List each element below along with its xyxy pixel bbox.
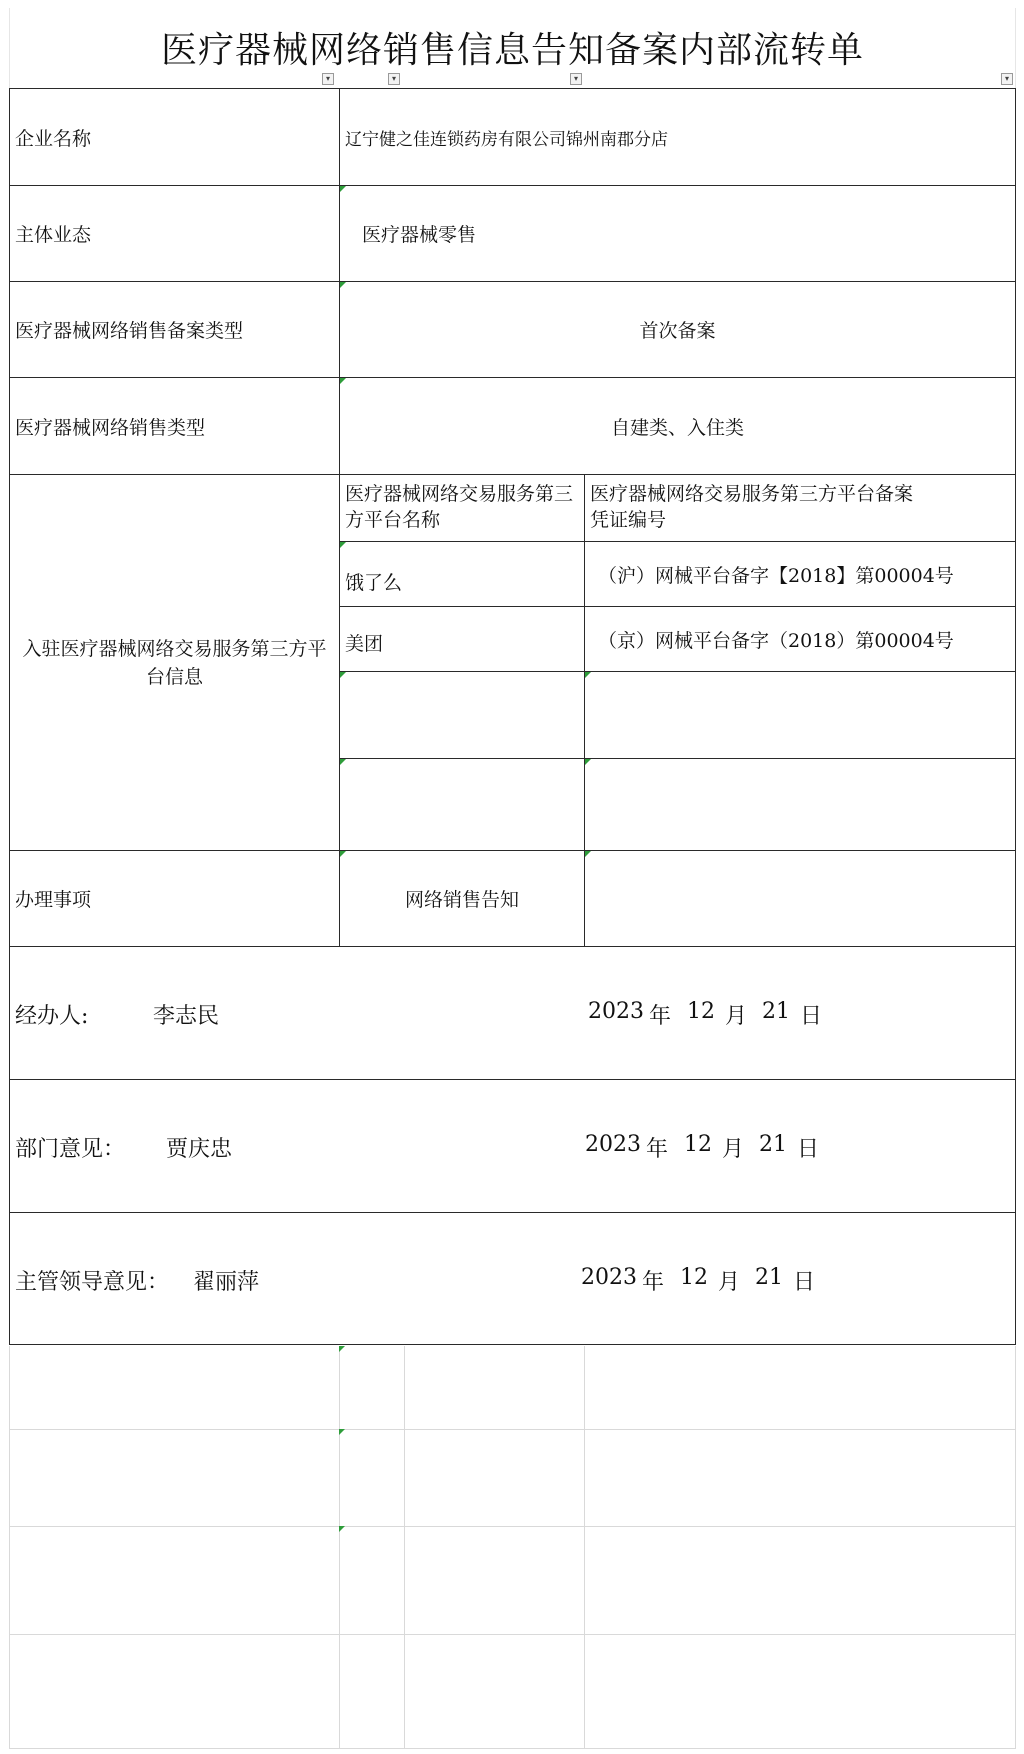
matter-empty-cell[interactable] xyxy=(584,850,1016,947)
company-name-label-cell[interactable] xyxy=(9,88,340,186)
filing-type-label-cell[interactable] xyxy=(9,281,340,378)
platform-name-header-text: 医疗器械网络交易服务第三方平台名称 xyxy=(345,483,574,531)
gridline xyxy=(1015,1346,1016,1749)
department-date-year: 2023 xyxy=(585,1132,641,1157)
table-row-platform-cert[interactable] xyxy=(584,541,1016,607)
table-row-platform-name[interactable] xyxy=(339,758,585,851)
table-row-platform-cert[interactable] xyxy=(584,758,1016,851)
platform-cert: （沪）网械平台备字【2018】第00004号 xyxy=(598,564,954,587)
comment-marker-icon xyxy=(339,1429,340,1430)
leader-opinion-name: 翟丽萍 xyxy=(193,1270,260,1295)
gridline xyxy=(9,1748,1016,1749)
department-date-year-unit: 年 xyxy=(646,1137,669,1162)
filter-dropdown-icon[interactable]: ▾ xyxy=(388,73,400,85)
platform-cert: （京）网械平台备字（2018）第00004号 xyxy=(598,629,954,652)
comment-marker-icon xyxy=(339,1346,340,1347)
business-type-value-cell[interactable] xyxy=(339,185,1016,282)
sales-type-label: 医疗器械网络销售类型 xyxy=(15,416,206,439)
matter-label: 办理事项 xyxy=(15,889,92,911)
platform-name: 饿了么 xyxy=(345,571,403,594)
table-row-platform-cert[interactable] xyxy=(584,606,1016,672)
business-type-label: 主体业态 xyxy=(15,224,92,246)
gridline xyxy=(1015,8,1016,88)
comment-marker-icon xyxy=(339,1526,340,1527)
company-name-value: 辽宁健之佳连锁药房有限公司锦州南郡分店 xyxy=(345,129,668,150)
gridline xyxy=(339,1346,340,1749)
sales-type-value: 自建类、入住类 xyxy=(610,416,744,439)
matter-value-cell[interactable] xyxy=(339,850,585,947)
filter-dropdown-icon[interactable]: ▾ xyxy=(1001,73,1013,85)
filter-dropdown-icon[interactable]: ▾ xyxy=(322,73,334,85)
leader-opinion-row[interactable] xyxy=(9,1212,1016,1345)
leader-date-day-unit: 日 xyxy=(793,1270,816,1295)
platform-name-header[interactable] xyxy=(339,474,585,542)
platform-name: 美团 xyxy=(345,633,384,655)
gridline xyxy=(404,1346,405,1749)
leader-opinion-label: 主管领导意见： xyxy=(15,1270,170,1295)
handler-date-month: 12 xyxy=(687,999,715,1024)
gridline xyxy=(9,1346,10,1749)
sales-type-label-cell[interactable] xyxy=(9,377,340,475)
leader-date-month: 12 xyxy=(680,1265,708,1290)
gridline xyxy=(9,8,10,88)
leader-date-month-unit: 月 xyxy=(718,1270,741,1295)
department-date-month: 12 xyxy=(684,1132,712,1157)
table-row-platform-cert[interactable] xyxy=(584,671,1016,759)
filing-type-label: 医疗器械网络销售备案类型 xyxy=(15,320,244,342)
leader-date-day: 21 xyxy=(755,1265,783,1290)
filing-type-value-cell[interactable] xyxy=(339,281,1016,378)
department-date-day: 21 xyxy=(759,1132,787,1157)
platform-cert-header[interactable] xyxy=(584,474,1016,542)
platform-info-label: 入驻医疗器械网络交易服务第三方平台信息 xyxy=(22,637,327,688)
gridline xyxy=(584,1346,585,1749)
department-opinion-row[interactable] xyxy=(9,1079,1016,1213)
department-opinion-name: 贾庆忠 xyxy=(166,1137,233,1162)
handler-date-year: 2023 xyxy=(588,999,644,1024)
handler-name: 李志民 xyxy=(153,1004,220,1029)
handler-date-month-unit: 月 xyxy=(725,1004,748,1029)
table-row-platform-name[interactable] xyxy=(339,671,585,759)
filing-type-value: 首次备案 xyxy=(639,320,716,342)
business-type-label-cell[interactable] xyxy=(9,185,340,282)
gridline xyxy=(9,1526,1016,1527)
company-name-value-cell[interactable] xyxy=(339,88,1016,186)
leader-date-year: 2023 xyxy=(581,1265,637,1290)
department-date-month-unit: 月 xyxy=(722,1137,745,1162)
gridline xyxy=(9,1429,1016,1430)
sales-type-value-cell[interactable] xyxy=(339,377,1016,475)
handler-signature-row[interactable] xyxy=(9,946,1016,1080)
business-type-value: 医疗器械零售 xyxy=(362,224,477,246)
department-date-day-unit: 日 xyxy=(797,1137,820,1162)
matter-label-cell[interactable] xyxy=(9,850,340,947)
handler-date-day-unit: 日 xyxy=(800,1004,823,1029)
leader-date-year-unit: 年 xyxy=(642,1270,665,1295)
page-title: 医疗器械网络销售信息告知备案内部流转单 xyxy=(160,30,864,71)
filter-dropdown-icon[interactable]: ▾ xyxy=(570,73,582,85)
matter-value: 网络销售告知 xyxy=(404,889,519,911)
department-opinion-label: 部门意见： xyxy=(15,1137,126,1162)
handler-date-day: 21 xyxy=(762,999,790,1024)
platform-info-label-cell[interactable] xyxy=(9,474,340,851)
gridline xyxy=(9,1634,1016,1635)
table-row-platform-name[interactable] xyxy=(339,606,585,672)
company-name-label: 企业名称 xyxy=(15,127,92,150)
handler-label: 经办人: xyxy=(15,1004,89,1029)
platform-cert-header-text: 医疗器械网络交易服务第三方平台备案凭证编号 xyxy=(590,483,914,531)
handler-date-year-unit: 年 xyxy=(649,1004,672,1029)
table-row-platform-name[interactable] xyxy=(339,541,585,607)
